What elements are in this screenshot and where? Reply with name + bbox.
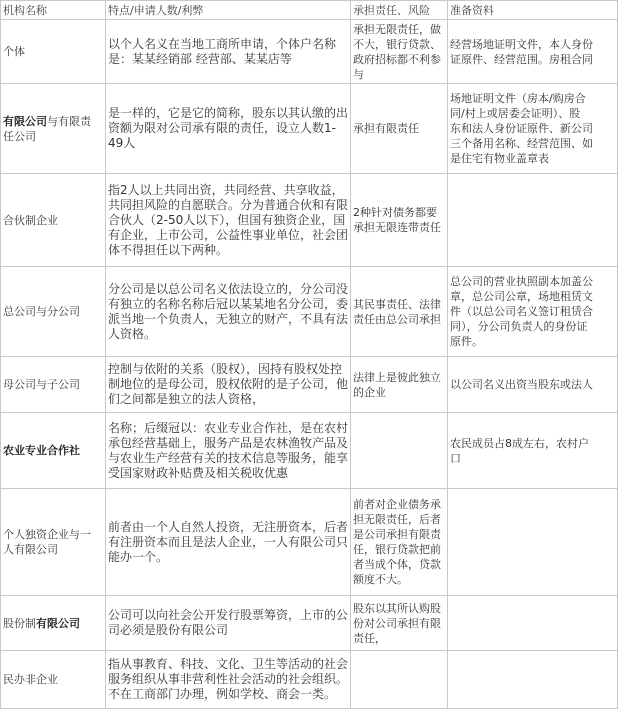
liability-cell: 股东以其所认购股 份对公司承担有限 责任， [351, 596, 448, 651]
features-cell: 分公司是以总公司名义依法设立的，分公司没 有独立的名称名称后冠以某某地名分公司，委 派当地一个负责人，无独立的财产，不具有法 人资格。 [106, 267, 351, 357]
features-cell: 以个人名义在当地工商所申请，个体户名称 是：某某经销部 经营部、某某店等 [106, 20, 351, 84]
materials-cell: 以公司名义出资当股东或法人 [448, 357, 618, 413]
materials-cell [448, 651, 618, 709]
table-row [1, 20, 618, 84]
header-cell-features: 特点/申请人数/利弊 [106, 1, 351, 20]
table-row [1, 84, 618, 174]
liability-cell [351, 651, 448, 709]
materials-cell [448, 596, 618, 651]
features-cell: 控制与依附的关系（股权），因持有股权处控 制地位的是母公司，股权依附的是子公司，他 们之间都是独立的法人资格， [106, 357, 351, 413]
features-cell: 是一样的，它是它的简称，股东以其认缴的出 资额为限对公司承有限的责任，设立人数1- 49人 [106, 84, 351, 174]
features-cell: 公司可以向社会公开发行股票筹资，上市的公 司必须是股份有限公司 [106, 596, 351, 651]
org-name-cell [1, 596, 106, 651]
liability-cell: 2种针对债务都要 承担无限连带责任 [351, 174, 448, 267]
org-name-cell: 个人独资企业与一 人有限公司 [1, 489, 106, 596]
features-cell: 名称；后缀冠以：农业专业合作社，是在农村 承包经营基础上，服务产品是农林渔牧产品及 与农业生产经营有关的技术信息等服务，能享 受国家财政补贴费及相关税收优惠 [106, 413, 351, 489]
org-name-cell: 合伙制企业 [1, 174, 106, 267]
table-row [1, 413, 618, 489]
materials-cell: 总公司的营业执照副本加盖公 章，总公司公章，场地租赁文 件（以总公司名义签订租赁合 同），分公司负责人的身份证 原件。 [448, 267, 618, 357]
liability-cell: 前者对企业债务承 担无限责任，后者 是公司承担有限责 任，银行贷款把前 者当成个体，贷款 额度不大。 [351, 489, 448, 596]
header-cell-materials: 准备资料 [448, 1, 618, 20]
liability-cell: 法律上是彼此独立 的企业 [351, 357, 448, 413]
features-cell: 前者由一个人自然人投资，无注册资本，后者 有注册资本而且是法人企业，一人有限公司只 能办一个。 [106, 489, 351, 596]
org-name-cell [1, 413, 106, 489]
table-row [1, 174, 618, 267]
header-cell-liability: 承担责任、风险 [351, 1, 448, 20]
liability-cell: 承担无限责任，做 不大，银行贷款、 政府招标都不利参 与 [351, 20, 448, 84]
materials-cell: 场地证明文件（房本/购房合 同/村上或居委会证明）、股 东和法人身份证原件、新公司 三个备用名称、经营范围、如 是住宅有物业盖章表 [448, 84, 618, 174]
org-name-bold: 有限公司 [36, 616, 80, 630]
table-row [1, 596, 618, 651]
org-name-text: 与有限责 任公司 [3, 114, 91, 143]
header-row [1, 1, 618, 20]
materials-cell [448, 489, 618, 596]
table-row [1, 357, 618, 413]
features-cell: 指2人以上共同出资，共同经营、共享收益， 共同担风险的自愿联合。分为普通合伙和有限 合伙人（2-50人以下），但国有独资企业，国 有企业，上市公司，公益性事业单位，社会团 体不得担任以下两种。 [106, 174, 351, 267]
org-name-bold: 有限公司 [3, 114, 47, 128]
org-name-cell: 民办非企业 [1, 651, 106, 709]
liability-cell [351, 413, 448, 489]
org-name-text: 股份制 [3, 616, 36, 630]
table-row [1, 489, 618, 596]
org-name-cell [1, 84, 106, 174]
org-name-bold: 农业专业合作社 [3, 444, 80, 457]
header-cell-name: 机构名称 [1, 1, 106, 20]
materials-cell: 经营场地证明文件，本人身份 证原件、经营范围。房租合同 [448, 20, 618, 84]
org-name-cell: 母公司与子公司 [1, 357, 106, 413]
org-name-cell: 个体 [1, 20, 106, 84]
table-row [1, 267, 618, 357]
liability-cell: 承担有限责任 [351, 84, 448, 174]
table-row [1, 651, 618, 709]
org-name-cell: 总公司与分公司 [1, 267, 106, 357]
features-cell: 指从事教育、科技、文化、卫生等活动的社会 服务组织从事非营利性社会活动的社会组织。 不在工商部门办理，例如学校、商会一类。 [106, 651, 351, 709]
materials-cell [448, 174, 618, 267]
materials-cell: 农民成员占8成左右，农村户 口 [448, 413, 618, 489]
liability-cell: 其民事责任、法律 责任由总公司承担 [351, 267, 448, 357]
